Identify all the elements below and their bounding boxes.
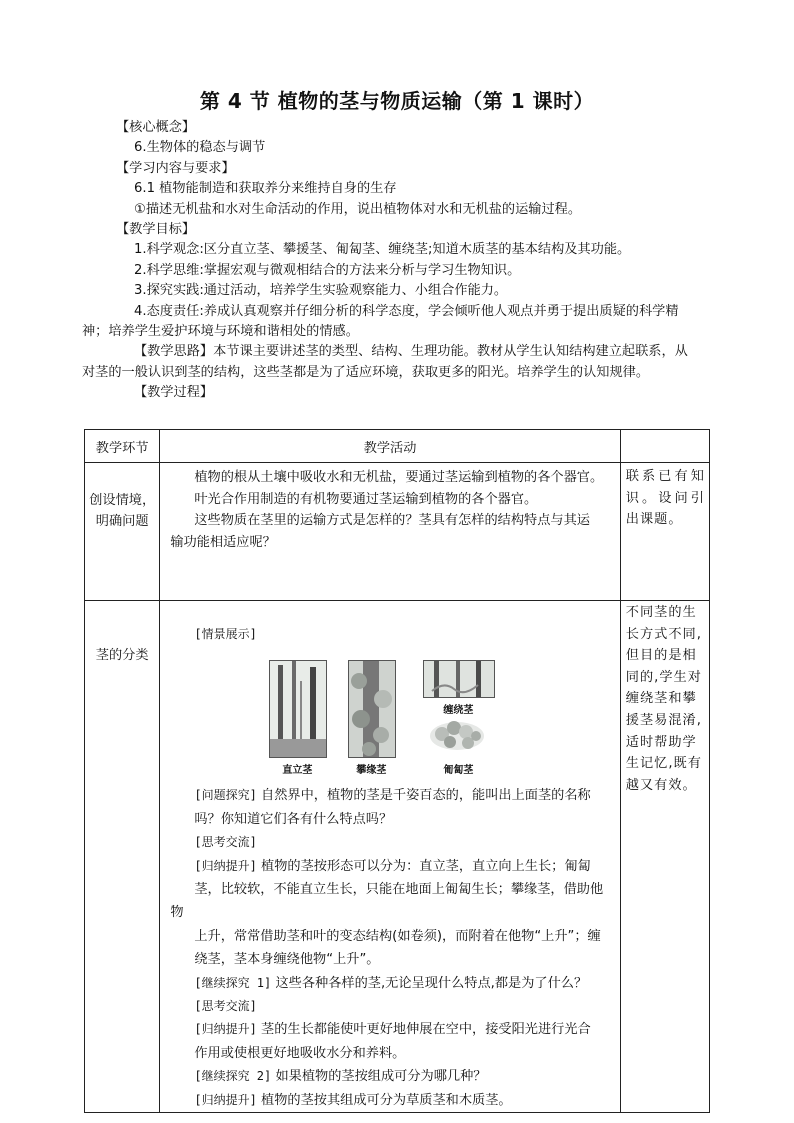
process-heading: 【教学过程】 [134,385,214,401]
activity-cell [160,463,620,601]
stage-cell [85,463,160,601]
table-row [85,601,710,1113]
activity-text: 这些物质在茎里的运输方式是怎样的？茎具有怎样的结构特点与其运 [194,513,590,529]
summary-1: [归纳提升] 植物的茎按形态可以分为：直立茎，直立向上生长；匍匐 [194,858,591,874]
summary-1-line-2: 茎，比较软，不能直立生长，只能在地面上匍匐生长；攀缘茎，借助他物 [170,882,604,921]
table-header-row [85,430,710,463]
stage-label-a: 创设情境， [89,493,156,508]
question-explore: [问题探究] 自然界中，植物的茎是千姿百态的，能叫出上面茎的名称 [194,788,591,804]
note-cell: 联系已有知识。设问引出课题。 [620,463,709,601]
stage-label-b: 明确问题 [95,514,149,529]
summary-3: [归纳提升] 植物的茎按其组成可分为草质茎和木质茎。 [194,1092,512,1108]
scene-tag: [情景展示] [194,627,257,641]
goal-4: 4.态度责任:养成认真观察并仔细分析的科学态度，学会倾听他人观点并勇于提出质疑的科学精 [134,303,679,319]
teaching-idea-continued: 对茎的一般认识到茎的结构，这些茎都是为了适应环境，获取更多的阳光。培养学生的认知规律。 [82,364,650,380]
summary-1-line-3: 上升，常常借助茎和叶的变态结构(如卷须)，而附着在他物“上升”；缠 [194,928,601,944]
note-cell: 不同茎的生长方式不同,但目的是相同的,学生对缠绕茎和攀援茎易混淆,适时帮助学生记忆,既有越又有效。 [620,601,709,1113]
header-activity: 教学活动 [160,430,620,463]
learning-content-heading: 【学习内容与要求】 [116,160,235,176]
activity-text: 植物的根从土壤中吸收水和无机盐，要通过茎运输到植物的各个器官。 [194,470,604,485]
summary-1-line-4: 绕茎，茎本身缠绕他物“上升”。 [194,952,380,968]
question-explore-continued: 吗？你知道它们各有什么特点吗？ [194,811,393,827]
goal-3: 3.探究实践:通过活动，培养学生实验观察能力、小组合作能力。 [134,283,508,299]
goal-1: 1.科学观念:区分直立茎、攀援茎、匍匐茎、缠绕茎;知道木质茎的基本结构及其功能。 [134,242,631,258]
header-notes [620,430,709,463]
header-stage: 教学环节 [85,430,160,463]
core-concept: 6.生物体的稳态与调节 [134,140,266,156]
upright-stem-label: 直立茎 [282,765,313,777]
continue-explore-1: [继续探究 1] 这些各种各样的茎,无论呈现什么特点,都是为了什么？ [194,975,588,991]
stage-cell: 茎的分类 [85,601,160,1113]
teaching-idea: 【教学思路】本节课主要讲述茎的类型、结构、生理功能。教材从学生认知结构建立起联系，从 [134,344,688,360]
goal-2: 2.科学思维:掌握宏观与微观相结合的方法来分析与学习生物知识。 [134,262,521,278]
activity-text: 叶光合作用制造的有机物要通过茎运输到植物的各个器官。 [194,491,538,507]
upright-stem-image [269,660,327,758]
summary-2: [归纳提升] 茎的生长都能使叶更好地伸展在空中，接受阳光进行光合 [194,1022,591,1038]
activity-cell [160,601,620,1113]
goals-heading: 【教学目标】 [116,222,196,238]
twining-stem-image [423,660,495,698]
creeping-stem-label: 匍匐茎 [443,765,474,777]
page-title: 第 4 节 植物的茎与物质运输（第 1 课时） [199,89,595,113]
learning-content-2: ①描述无机盐和水对生命活动的作用，说出植物体对水和无机盐的运输过程。 [134,201,582,217]
learning-content-1: 6.1 植物能制造和获取养分来维持自身的生存 [134,181,397,197]
twining-stem-label: 缠绕茎 [443,705,474,717]
activity-text: 输功能相适应呢？ [170,534,276,550]
climbing-stem-image [348,660,396,758]
discussion-tag: [思考交流] [194,999,257,1014]
lesson-table [84,429,710,1113]
summary-2-continued: 作用或使根更好地吸收水分和养料。 [194,1045,406,1061]
core-concept-heading: 【核心概念】 [116,120,196,135]
discussion-tag: [思考交流] [194,835,257,850]
table-row [85,463,710,601]
goal-4-continued: 神；培养学生爱护环境与环境和谐相处的情感。 [82,324,359,340]
intro-section [82,118,708,404]
stem-figure [170,648,613,780]
continue-explore-2: [继续探究 2] 如果植物的茎按组成可分为哪几种？ [194,1069,487,1085]
climbing-stem-label: 攀缘茎 [356,765,387,777]
